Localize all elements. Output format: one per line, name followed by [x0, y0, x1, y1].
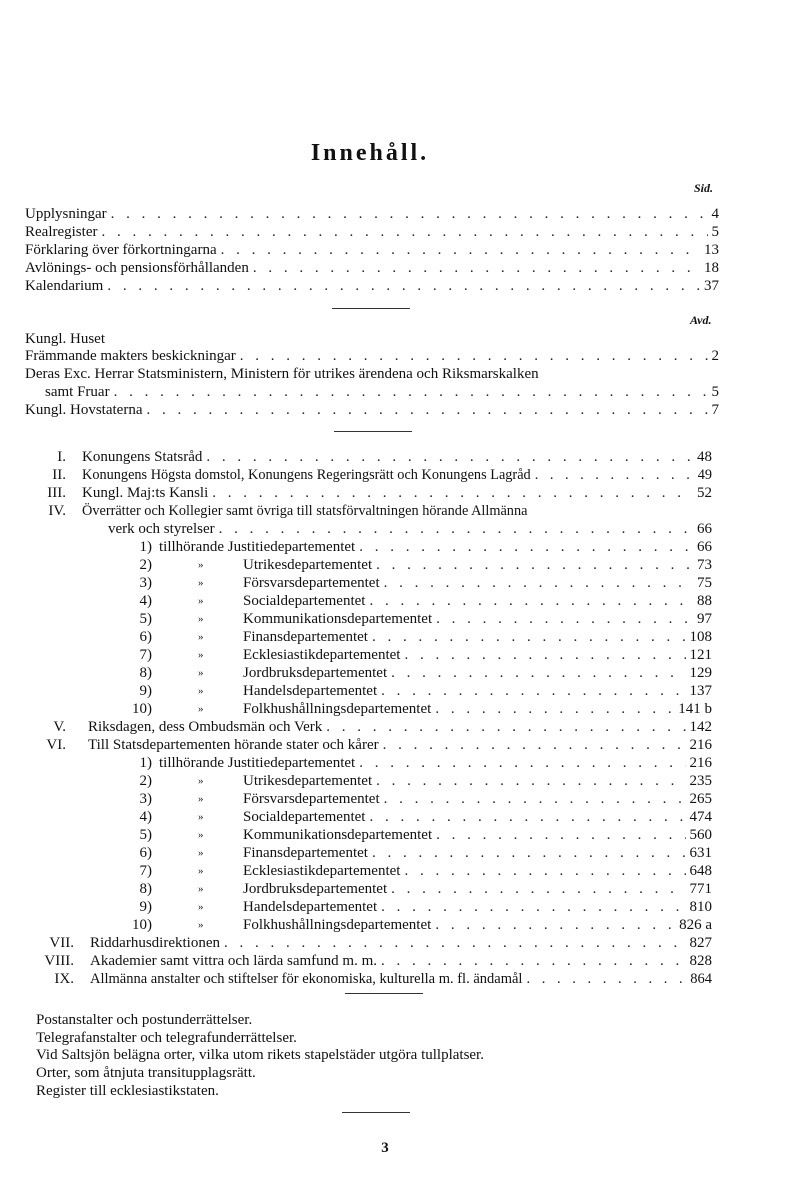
toc-label: Förklaring över förkortningarna	[25, 242, 217, 258]
toc-row[interactable]	[25, 401, 719, 419]
ditto-mark: »	[198, 595, 204, 607]
toc-label: Till Statsdepartementen hörande stater och kårer	[88, 737, 379, 753]
toc-page-number: 828	[689, 953, 712, 969]
toc-label: Socialdepartementet	[243, 809, 366, 825]
toc-label: Kommunikationsdepartementet	[243, 827, 433, 843]
ditto-mark: »	[198, 703, 204, 715]
toc-page-number: 265	[689, 791, 712, 807]
toc-page-number: 810	[689, 899, 712, 915]
toc-entry[interactable]: Vid Saltsjön belägna orter, vilka utom rikets stapelstäder utgöra tullplatser.	[36, 1047, 484, 1063]
toc-label: Främmande makters beskickningar	[25, 348, 236, 364]
roman-numeral: VIII.	[44, 953, 74, 969]
toc-page-number: 137	[689, 683, 712, 699]
toc-label: Handelsdepartementet	[243, 899, 378, 915]
toc-page-number: 141 b	[678, 701, 712, 717]
toc-row[interactable]	[243, 844, 712, 862]
toc-label: Utrikesdepartementet	[243, 557, 373, 573]
toc-page-number: 13	[704, 242, 719, 258]
toc-label: Ecklesiastikdepartementet	[243, 863, 401, 879]
toc-row[interactable]	[90, 934, 712, 952]
toc-page-number: 97	[697, 611, 712, 627]
toc-page-number: 49	[697, 467, 712, 483]
toc-label: Socialdepartementet	[243, 593, 366, 609]
ditto-mark: »	[198, 667, 204, 679]
ditto-mark: »	[198, 901, 204, 913]
sub-item-number: 6)	[139, 845, 152, 861]
ditto-mark: »	[198, 775, 204, 787]
toc-row[interactable]	[243, 574, 712, 592]
ditto-mark: »	[198, 559, 204, 571]
sub-item-number: 10)	[132, 701, 152, 717]
toc-page-number: 73	[697, 557, 712, 573]
toc-row[interactable]	[25, 277, 719, 295]
toc-label: Realregister	[25, 224, 98, 240]
divider	[342, 1112, 410, 1113]
sub-item-number: 10)	[132, 917, 152, 933]
toc-row[interactable]	[45, 383, 719, 401]
sub-item-number: 9)	[139, 899, 152, 915]
toc-row[interactable]	[243, 916, 712, 934]
ditto-mark: »	[198, 919, 204, 931]
toc-page-number: 121	[689, 647, 712, 663]
toc-label: Riksdagen, dess Ombudsmän och Verk	[88, 719, 323, 735]
sub-item-number: 2)	[139, 773, 152, 789]
toc-label: Utrikesdepartementet	[243, 773, 373, 789]
toc-page-number: 88	[697, 593, 712, 609]
toc-page-number: 216	[689, 755, 712, 771]
toc-page-number: 4	[711, 206, 719, 222]
toc-label: Kalendarium	[25, 278, 104, 294]
ditto-mark: »	[198, 793, 204, 805]
toc-label: Försvarsdepartementet	[243, 791, 380, 807]
ditto-mark: »	[198, 631, 204, 643]
toc-row[interactable]	[243, 772, 712, 790]
roman-numeral: I.	[57, 449, 66, 465]
toc-page-number: 108	[689, 629, 712, 645]
toc-row[interactable]	[243, 646, 712, 664]
toc-row[interactable]	[90, 970, 712, 988]
toc-row[interactable]	[25, 347, 719, 365]
sub-item-number: 7)	[139, 863, 152, 879]
toc-page-number: 216	[689, 737, 712, 753]
toc-page-number: 37	[704, 278, 719, 294]
roman-numeral: IX.	[54, 971, 74, 987]
toc-row[interactable]	[243, 826, 712, 844]
toc-label: Konungens Statsråd	[82, 449, 203, 465]
toc-row[interactable]	[243, 556, 712, 574]
toc-row[interactable]	[243, 592, 712, 610]
ditto-mark: »	[198, 865, 204, 877]
ditto-mark: »	[198, 577, 204, 589]
toc-row[interactable]	[90, 952, 712, 970]
toc-label: Riddarhusdirektionen	[90, 935, 220, 951]
col-header-sid: Sid.	[694, 181, 714, 195]
ditto-mark: »	[198, 811, 204, 823]
toc-row[interactable]	[243, 682, 712, 700]
toc-page-number: 75	[697, 575, 712, 591]
toc-row[interactable]	[243, 628, 712, 646]
toc-row[interactable]	[159, 754, 712, 772]
sub-item-number: 3)	[139, 575, 152, 591]
roman-numeral: V.	[53, 719, 66, 735]
toc-page-number: 66	[697, 539, 712, 555]
toc-row[interactable]	[243, 610, 712, 628]
ditto-mark: »	[198, 685, 204, 697]
toc-page-number: 18	[704, 260, 719, 276]
toc-label: Försvarsdepartementet	[243, 575, 380, 591]
ditto-mark: »	[198, 649, 204, 661]
toc-row[interactable]	[88, 718, 712, 736]
sub-item-number: 5)	[139, 611, 152, 627]
sub-item-number: 3)	[139, 791, 152, 807]
toc-label: Folkhushållningsdepartementet	[243, 917, 432, 933]
sub-item-number: 8)	[139, 881, 152, 897]
toc-entry[interactable]: Telegrafanstalter och telegrafunderrättelser.	[36, 1030, 297, 1046]
toc-row[interactable]	[243, 664, 712, 682]
toc-entry[interactable]: Postanstalter och postunderrättelser.	[36, 1012, 253, 1028]
toc-row[interactable]	[108, 520, 712, 538]
sub-item-number: 4)	[139, 593, 152, 609]
toc-row[interactable]	[25, 223, 719, 241]
toc-label: Avlönings- och pensionsförhållanden	[25, 260, 249, 276]
roman-numeral: VI.	[46, 737, 66, 753]
toc-page-number: 142	[689, 719, 712, 735]
toc-label: Finansdepartementet	[243, 845, 368, 861]
toc-page-number: 5	[711, 384, 719, 400]
toc-row[interactable]	[243, 700, 712, 718]
toc-page-number: 52	[697, 485, 712, 501]
sub-item-number: 8)	[139, 665, 152, 681]
toc-page-number: 48	[697, 449, 712, 465]
toc-label: Kommunikationsdepartementet	[243, 611, 433, 627]
toc-label: Akademier samt vittra och lärda samfund m. m.	[90, 953, 377, 969]
toc-page-number: 7	[711, 402, 719, 418]
roman-numeral: IV.	[48, 503, 66, 519]
roman-numeral: II.	[52, 467, 66, 483]
toc-row[interactable]	[159, 538, 712, 556]
toc-page-number: 864	[690, 971, 712, 987]
toc-page-number: 66	[697, 521, 712, 537]
divider	[345, 993, 423, 994]
sub-item-number: 4)	[139, 809, 152, 825]
divider	[334, 431, 412, 432]
toc-label: Kungl. Hovstaterna	[25, 402, 143, 418]
ditto-mark: »	[198, 829, 204, 841]
toc-label: Folkhushållningsdepartementet	[243, 701, 432, 717]
col-header-avd: Avd.	[690, 313, 712, 327]
toc-page-number: 771	[689, 881, 712, 897]
toc-page-number: 474	[689, 809, 712, 825]
toc-label: Jordbruksdepartementet	[243, 665, 388, 681]
toc-label: Allmänna anstalter och stiftelser för ekonomiska, kulturella m. fl. ändamål	[90, 971, 523, 987]
toc-label: Handelsdepartementet	[243, 683, 378, 699]
toc-row[interactable]	[82, 466, 712, 484]
toc-page-number: 235	[689, 773, 712, 789]
toc-label: Upplysningar	[25, 206, 107, 222]
page-number: 3	[381, 1140, 389, 1156]
sub-item-number: 6)	[139, 629, 152, 645]
toc-page-number: 826 a	[679, 917, 712, 933]
ditto-mark: »	[198, 613, 204, 625]
divider	[332, 308, 410, 309]
toc-label: Finansdepartementet	[243, 629, 368, 645]
toc-page-number: 2	[711, 348, 719, 364]
toc-row[interactable]	[82, 484, 712, 502]
toc-label: verk och styrelser	[108, 521, 215, 537]
toc-page-number: 648	[689, 863, 712, 879]
toc-label: tillhörande Justitiedepartementet	[159, 539, 356, 555]
page-title: Innehåll.	[310, 140, 430, 166]
toc-page-number: 5	[711, 224, 719, 240]
sub-item-number: 1)	[139, 539, 152, 555]
sub-item-number: 9)	[139, 683, 152, 699]
toc-entry[interactable]: Register till ecklesiastikstaten.	[36, 1083, 219, 1099]
ditto-mark: »	[198, 883, 204, 895]
toc-page-number: 631	[689, 845, 712, 861]
toc-label: tillhörande Justitiedepartementet	[159, 755, 356, 771]
sub-item-number: 5)	[139, 827, 152, 843]
toc-row[interactable]	[82, 448, 712, 466]
toc-row[interactable]	[25, 241, 719, 259]
toc-label: Ecklesiastikdepartementet	[243, 647, 401, 663]
ditto-mark: »	[198, 847, 204, 859]
sub-item-number: 1)	[139, 755, 152, 771]
toc-label: Kungl. Maj:ts Kansli	[82, 485, 209, 501]
toc-label-iv[interactable]: Överrätter och Kollegier samt övriga till statsförvaltningen hörande Allmänna	[82, 503, 528, 519]
toc-page-number: 129	[689, 665, 712, 681]
toc-label: samt Fruar	[45, 384, 110, 400]
toc-row[interactable]	[243, 898, 712, 916]
toc-row[interactable]	[25, 205, 719, 223]
toc-row[interactable]	[243, 790, 712, 808]
roman-numeral: III.	[47, 485, 66, 501]
roman-numeral: VII.	[49, 935, 74, 951]
toc-row[interactable]	[243, 880, 712, 898]
toc-page-number: 827	[689, 935, 712, 951]
toc-row[interactable]	[88, 736, 712, 754]
toc-entry-kungl-huset[interactable]: Kungl. Huset	[25, 331, 105, 347]
sub-item-number: 7)	[139, 647, 152, 663]
toc-label-deras[interactable]: Deras Exc. Herrar Statsministern, Ministern för utrikes ärendena och Riksmarskalken	[25, 366, 539, 382]
toc-row[interactable]	[243, 808, 712, 826]
toc-label: Jordbruksdepartementet	[243, 881, 388, 897]
sub-item-number: 2)	[139, 557, 152, 573]
toc-entry[interactable]: Orter, som åtnjuta transitupplagsrätt.	[36, 1065, 256, 1081]
toc-row[interactable]	[243, 862, 712, 880]
toc-page-number: 560	[689, 827, 712, 843]
toc-row[interactable]	[25, 259, 719, 277]
toc-label: Konungens Högsta domstol, Konungens Regeringsrätt och Konungens Lagråd	[82, 467, 531, 483]
